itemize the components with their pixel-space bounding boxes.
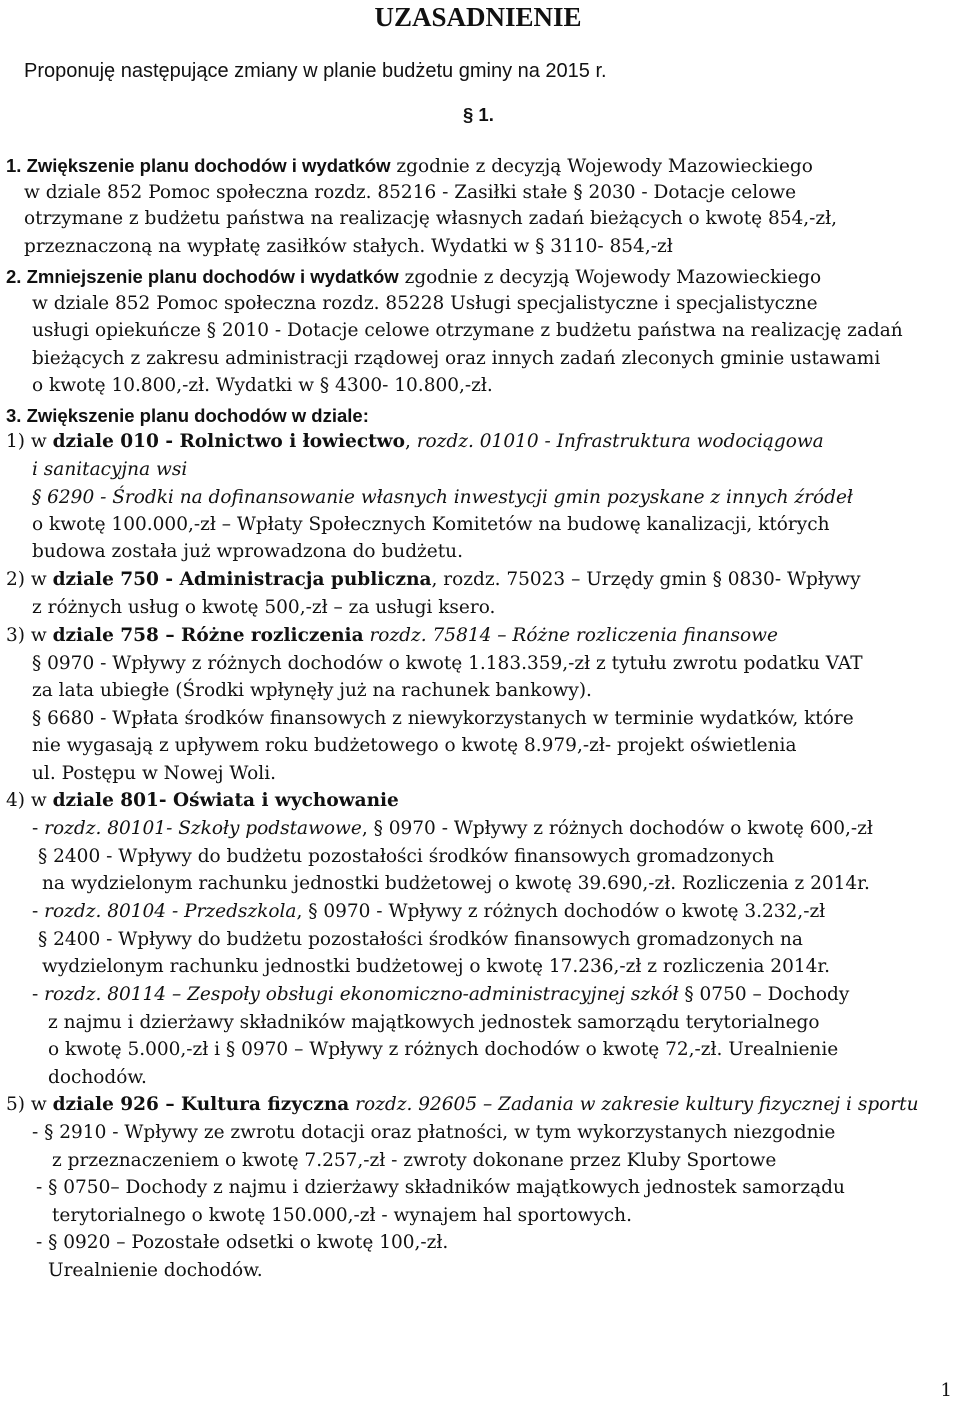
section-2-line: o kwotę 10.800,-zł. Wydatki w § 4300- 10.800,-zł. xyxy=(32,375,493,396)
item-5-line: - § 0920 – Pozostałe odsetki o kwotę 100,-zł. xyxy=(36,1232,449,1253)
item-4-line: z najmu i dzierżawy składników majątkowych jednostek samorządu terytorialnego xyxy=(48,1012,820,1033)
item-4-line: dochodów. xyxy=(48,1067,147,1088)
section-2-line: bieżących z zakresu administracji rządowej oraz innych zadań zleconych gminie ustawami xyxy=(32,348,881,369)
item-5-line: terytorialnego o kwotę 150.000,-zł - wynajem hal sportowych. xyxy=(52,1205,632,1226)
item-4-heading: 4) w dziale 801- Oświata i wychowanie xyxy=(6,790,399,811)
item-4-line: o kwotę 5.000,-zł i § 0970 – Wpływy z różnych dochodów o kwotę 72,-zł. Urealnienie xyxy=(48,1039,839,1060)
item-1-line: budowa została już wprowadzona do budżetu. xyxy=(32,541,463,562)
item-5-heading: 5) w dziale 926 – Kultura fizyczna rozdz. 92605 – Zadania w zakresie kultury fizycznej i sportu xyxy=(6,1094,919,1115)
section-1-line: przeznaczoną na wypłatę zasiłków stałych. Wydatki w § 3110- 854,-zł xyxy=(24,236,673,257)
item-4-line: § 2400 - Wpływy do budżetu pozostałości środków finansowych gromadzonych xyxy=(38,846,775,867)
item-3-line: § 0970 - Wpływy z różnych dochodów o kwotę 1.183.359,-zł z tytułu zwrotu podatku VAT xyxy=(32,653,863,674)
item-5-line: - § 0750– Dochody z najmu i dzierżawy składników majątkowych jednostek samorządu xyxy=(36,1177,845,1198)
section-2-heading: 2. Zmniejszenie planu dochodów i wydatków zgodnie z decyzją Wojewody Mazowieckiego xyxy=(6,266,822,288)
section-1-line: otrzymane z budżetu państwa na realizację własnych zadań bieżących o kwotę 854,-zł, xyxy=(24,208,838,229)
item-4-line: - rozdz. 80114 – Zespoły obsługi ekonomiczno-administracyjnej szkół § 0750 – Dochody xyxy=(32,984,850,1005)
item-3-line: ul. Postępu w Nowej Woli. xyxy=(32,763,276,784)
section-1-line: w dziale 852 Pomoc społeczna rozdz. 85216 - Zasiłki stałe § 2030 - Dotacje celowe xyxy=(24,182,797,203)
item-2-line: z różnych usług o kwotę 500,-zł – za usługi ksero. xyxy=(32,597,496,618)
section-2-line: usługi opiekuńcze § 2010 - Dotacje celowe otrzymane z budżetu państwa na realizację zadań xyxy=(32,320,903,341)
paragraph-sign: § 1. xyxy=(463,104,494,125)
item-5-line: Urealnienie dochodów. xyxy=(48,1260,263,1281)
item-5-line: - § 2910 - Wpływy ze zwrotu dotacji oraz płatności, w tym wykorzystanych niezgodnie xyxy=(32,1122,836,1143)
item-4-line: § 2400 - Wpływy do budżetu pozostałości środków finansowych gromadzonych na xyxy=(38,929,803,950)
item-3-line: za lata ubiegłe (Środki wpłynęły już na rachunek bankowy). xyxy=(32,680,592,701)
item-3-line: § 6680 - Wpłata środków finansowych z niewykorzystanych w terminie wydatków, które xyxy=(32,708,854,729)
page-number: 1 xyxy=(940,1380,952,1401)
item-5-line: z przeznaczeniem o kwotę 7.257,-zł - zwroty dokonane przez Kluby Sportowe xyxy=(52,1150,777,1171)
document-title: UZASADNIENIE xyxy=(374,2,582,32)
item-1-line: i sanitacyjna wsi xyxy=(32,459,188,480)
section-1-heading: 1. Zwiększenie planu dochodów i wydatków zgodnie z decyzją Wojewody Mazowieckiego xyxy=(6,155,813,177)
item-1-line: o kwotę 100.000,-zł – Wpłaty Społecznych Komitetów na budowę kanalizacji, których xyxy=(32,514,830,535)
item-3-heading: 3) w dziale 758 – Różne rozliczenia rozdz. 75814 – Różne rozliczenia finansowe xyxy=(6,625,778,646)
item-4-line: na wydzielonym rachunku jednostki budżetowej o kwotę 39.690,-zł. Rozliczenia z 2014r. xyxy=(42,873,870,894)
section-3-heading: 3. Zwiększenie planu dochodów w dziale: xyxy=(6,405,369,426)
intro-text: Proponuję następujące zmiany w planie budżetu gminy na 2015 r. xyxy=(24,60,607,82)
item-1-heading: 1) w dziale 010 - Rolnictwo i łowiectwo, rozdz. 01010 - Infrastruktura wodociągowa xyxy=(6,431,824,452)
item-4-line: - rozdz. 80104 - Przedszkola, § 0970 - Wpływy z różnych dochodów o kwotę 3.232,-zł xyxy=(32,901,826,922)
item-4-line: wydzielonym rachunku jednostki budżetowej o kwotę 17.236,-zł z rozliczenia 2014r. xyxy=(42,956,831,977)
item-1-line: § 6290 - Środki na dofinansowanie własnych inwestycji gmin pozyskane z innych źródeł xyxy=(32,487,853,508)
item-4-line: - rozdz. 80101- Szkoły podstawowe, § 0970 - Wpływy z różnych dochodów o kwotę 600,-zł xyxy=(32,818,873,839)
item-3-line: nie wygasają z upływem roku budżetowego o kwotę 8.979,-zł- projekt oświetlenia xyxy=(32,735,797,756)
item-2-heading: 2) w dziale 750 - Administracja publiczna, rozdz. 75023 – Urzędy gmin § 0830- Wpływy xyxy=(6,569,861,590)
section-2-line: w dziale 852 Pomoc społeczna rozdz. 85228 Usługi specjalistyczne i specjalistyczne xyxy=(32,293,818,314)
